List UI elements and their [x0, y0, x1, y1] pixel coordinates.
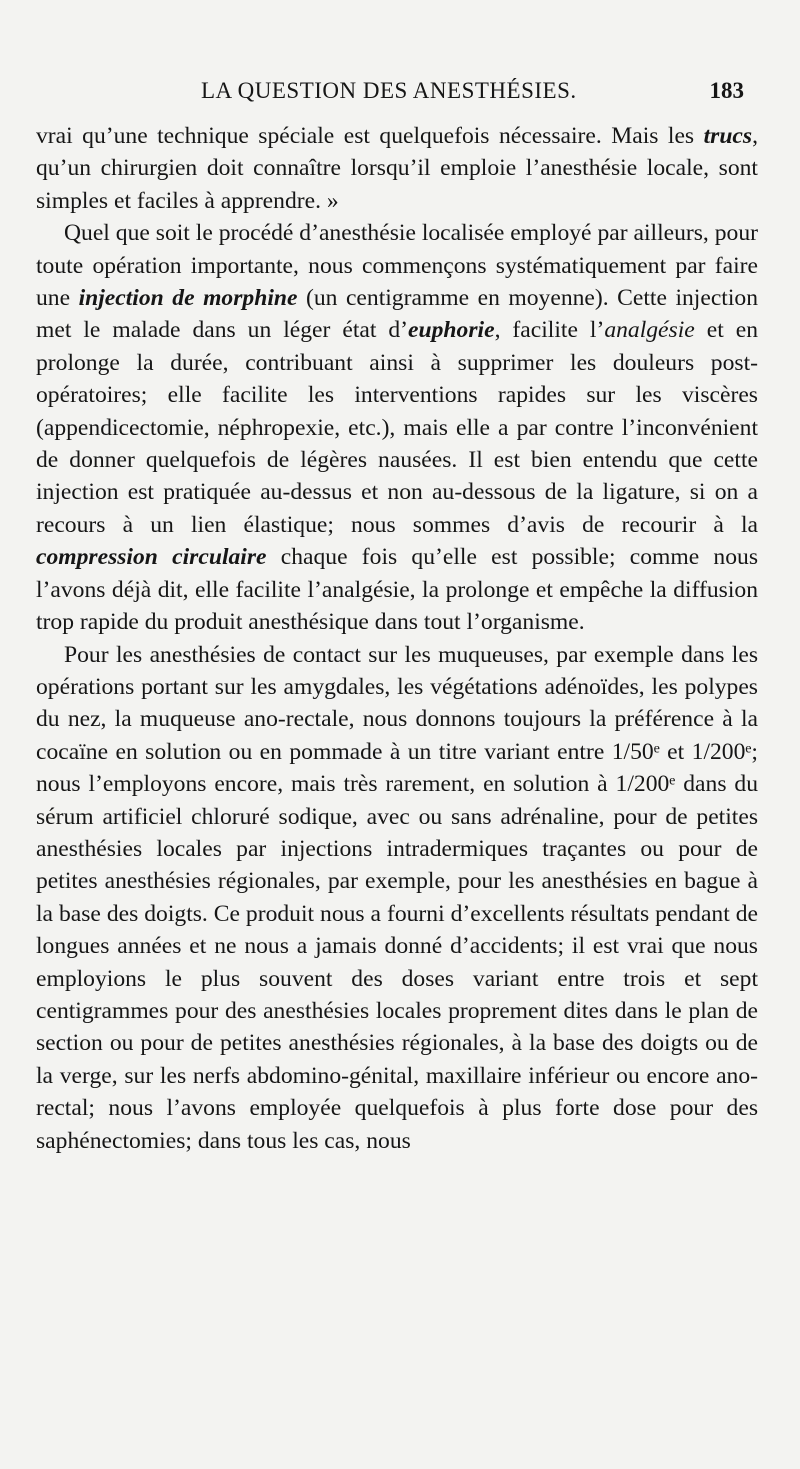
emphasis-text: injection de morphine	[78, 285, 298, 312]
text-run: (un centigramme en moyenne). Cette injection met le malade dans un léger état d’	[36, 285, 758, 344]
paragraph	[36, 639, 758, 1158]
text-run: Quel que soit le procédé d’anesthésie localisée employé par ailleurs, pour toute opération importante, nous commençons systématiquement par faire une	[36, 220, 758, 312]
emphasis-text: trucs	[703, 123, 753, 149]
text-run: Pour les anesthésies de contact sur les muqueuses, par exemple dans les opérations portant sur les amygdales, les végétations adénoïdes, les polypes du nez, la muqueuse ano-rectale, nous donnons toujours la préférence à la cocaïne en solution ou en pommade à un titre variant entre 1/50ᵉ et 1/200ᵉ; nous l’employons encore, mais très rarement, en solution à 1/200ᵉ dans du sérum artificiel chloruré sodique, avec ou sans adrénaline, pour de petites anesthésies locales par injections intradermiques traçantes ou pour de petites anesthésies régionales, par exemple, pour les anesthésies en bague à la base des doigts. Ce produit nous a fourni d’excellents résultats pendant de longues années et ne nous a jamais donné d’accidents; il est vrai que nous employions le plus souvent des doses variant entre trois et sept centigrammes pour des anesthésies locales proprement dites dans le plan de section ou pour de petites anesthésies régionales, à la base des doigts ou de la verge, sur les nerfs abdomino-génital, maxillaire inférieur ou encore ano-rectal; nous l’avons employée quelquefois à plus forte dose pour des saphénectomies; dans tous les cas, nous	[36, 641, 758, 1154]
body-text	[36, 120, 758, 1157]
emphasis-text: euphorie	[408, 317, 495, 344]
paragraph	[36, 217, 758, 638]
page-header	[36, 78, 758, 114]
page-number: 183	[709, 78, 744, 103]
text-run: , qu’un chirurgien doit connaître lorsqu’il emploie l’anesthésie locale, sont simples et faciles à apprendre. »	[36, 123, 758, 214]
text-run: et en prolonge la durée, contribuant ainsi à supprimer les douleurs post-opératoires; elle facilite les interventions rapides sur les viscères (appendicectomie, néphropexie, etc.), mais elle a par contre l’inconvénient de donner quelquefois de légères nausées. Il est bien entendu que cette injection est pratiquée au-dessus et non au-dessous de la ligature, si on a recours à un lien élastique; nous sommes d’avis de recourir à la	[36, 317, 758, 538]
emphasis-text: compression circulaire	[36, 544, 267, 571]
text-run: , facilite l’	[494, 317, 605, 344]
paragraph	[36, 120, 758, 217]
running-title: LA QUESTION DES ANESTHÉSIES.	[201, 78, 577, 103]
emphasis-text: analgésie	[604, 317, 695, 344]
text-run: chaque fois qu’elle est possible; comme nous l’avons déjà dit, elle facilite l’analgésie, la prolonge et empêche la diffusion trop rapide du produit anesthésique dans tout l’organisme.	[36, 544, 759, 636]
text-run: vrai qu’une technique spéciale est quelquefois nécessaire. Mais les	[36, 123, 704, 149]
